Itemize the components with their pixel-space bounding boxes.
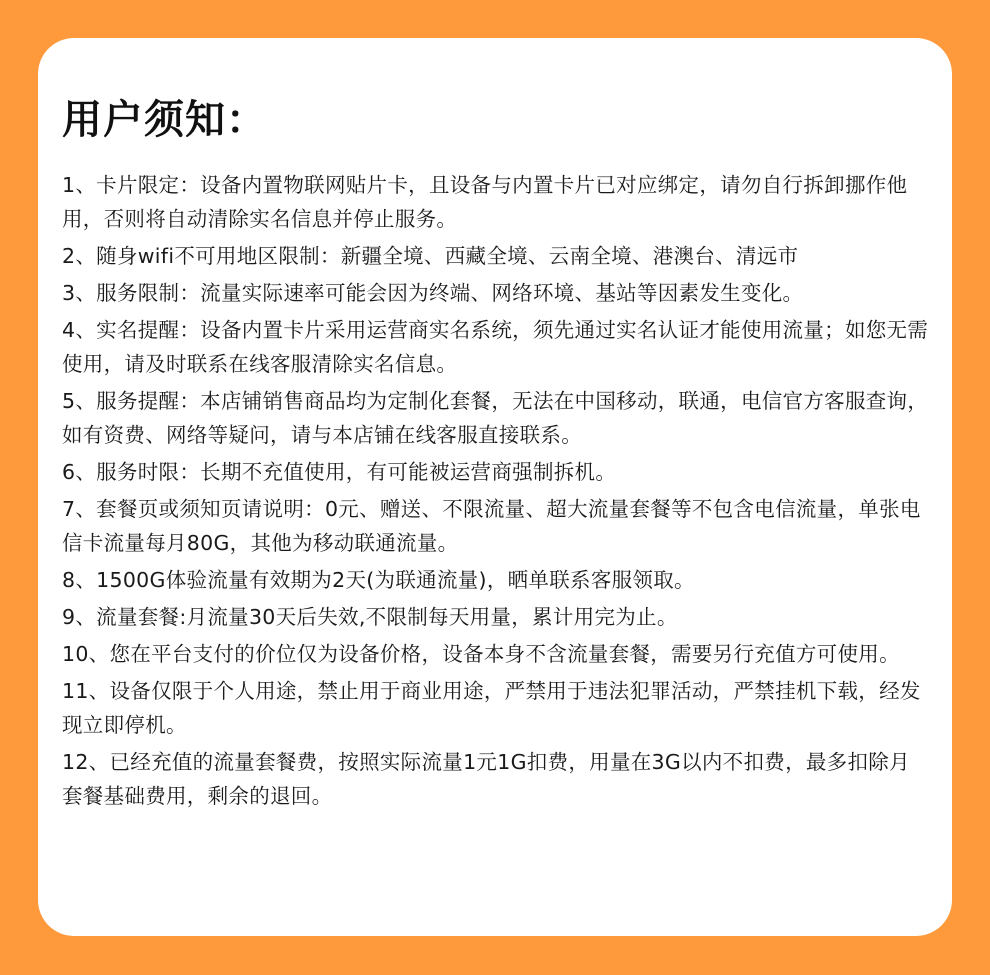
notice-item-10: 10、您在平台支付的价位仅为设备价格，设备本身不含流量套餐，需要另行充值方可使用。 xyxy=(62,642,900,666)
notice-item-6: 6、服务时限：长期不充值使用，有可能被运营商强制拆机。 xyxy=(62,460,617,484)
notice-item-7: 7、套餐页或须知页请说明：0元、赠送、不限流量、超大流量套餐等不包含电信流量，单张电信卡流量每月80G，其他为移动联通流量。 xyxy=(62,497,921,555)
notice-card xyxy=(38,38,952,936)
notice-item-8: 8、1500G体验流量有效期为2天(为联通流量)，晒单联系客服领取。 xyxy=(62,568,695,592)
notice-item-3: 3、服务限制：流量实际速率可能会因为终端、网络环境、基站等因素发生变化。 xyxy=(62,281,804,305)
notice-item-11: 11、设备仅限于个人用途，禁止用于商业用途，严禁用于违法犯罪活动，严禁挂机下载，经发现立即停机。 xyxy=(62,679,921,737)
notice-list xyxy=(62,168,930,813)
page-title: 用户须知： xyxy=(62,97,267,143)
notice-item-12: 12、已经充值的流量套餐费，按照实际流量1元1G扣费，用量在3G以内不扣费，最多扣除月套餐基础费用，剩余的退回。 xyxy=(62,750,910,808)
notice-item-4: 4、实名提醒：设备内置卡片采用运营商实名系统，须先通过实名认证才能使用流量；如您无需使用，请及时联系在线客服清除实名信息。 xyxy=(62,318,929,376)
notice-item-9: 9、流量套餐:月流量30天后失效,不限制每天用量，累计用完为止。 xyxy=(62,605,678,629)
notice-item-2: 2、随身wifi不可用地区限制：新疆全境、西藏全境、云南全境、港澳台、清远市 xyxy=(62,244,799,268)
notice-item-1: 1、卡片限定：设备内置物联网贴片卡，且设备与内置卡片已对应绑定，请勿自行拆卸挪作他用，否则将自动清除实名信息并停止服务。 xyxy=(62,173,908,231)
notice-item-5: 5、服务提醒：本店铺销售商品均为定制化套餐，无法在中国移动，联通，电信官方客服查询，如有资费、网络等疑问，请与本店铺在线客服直接联系。 xyxy=(62,389,929,447)
